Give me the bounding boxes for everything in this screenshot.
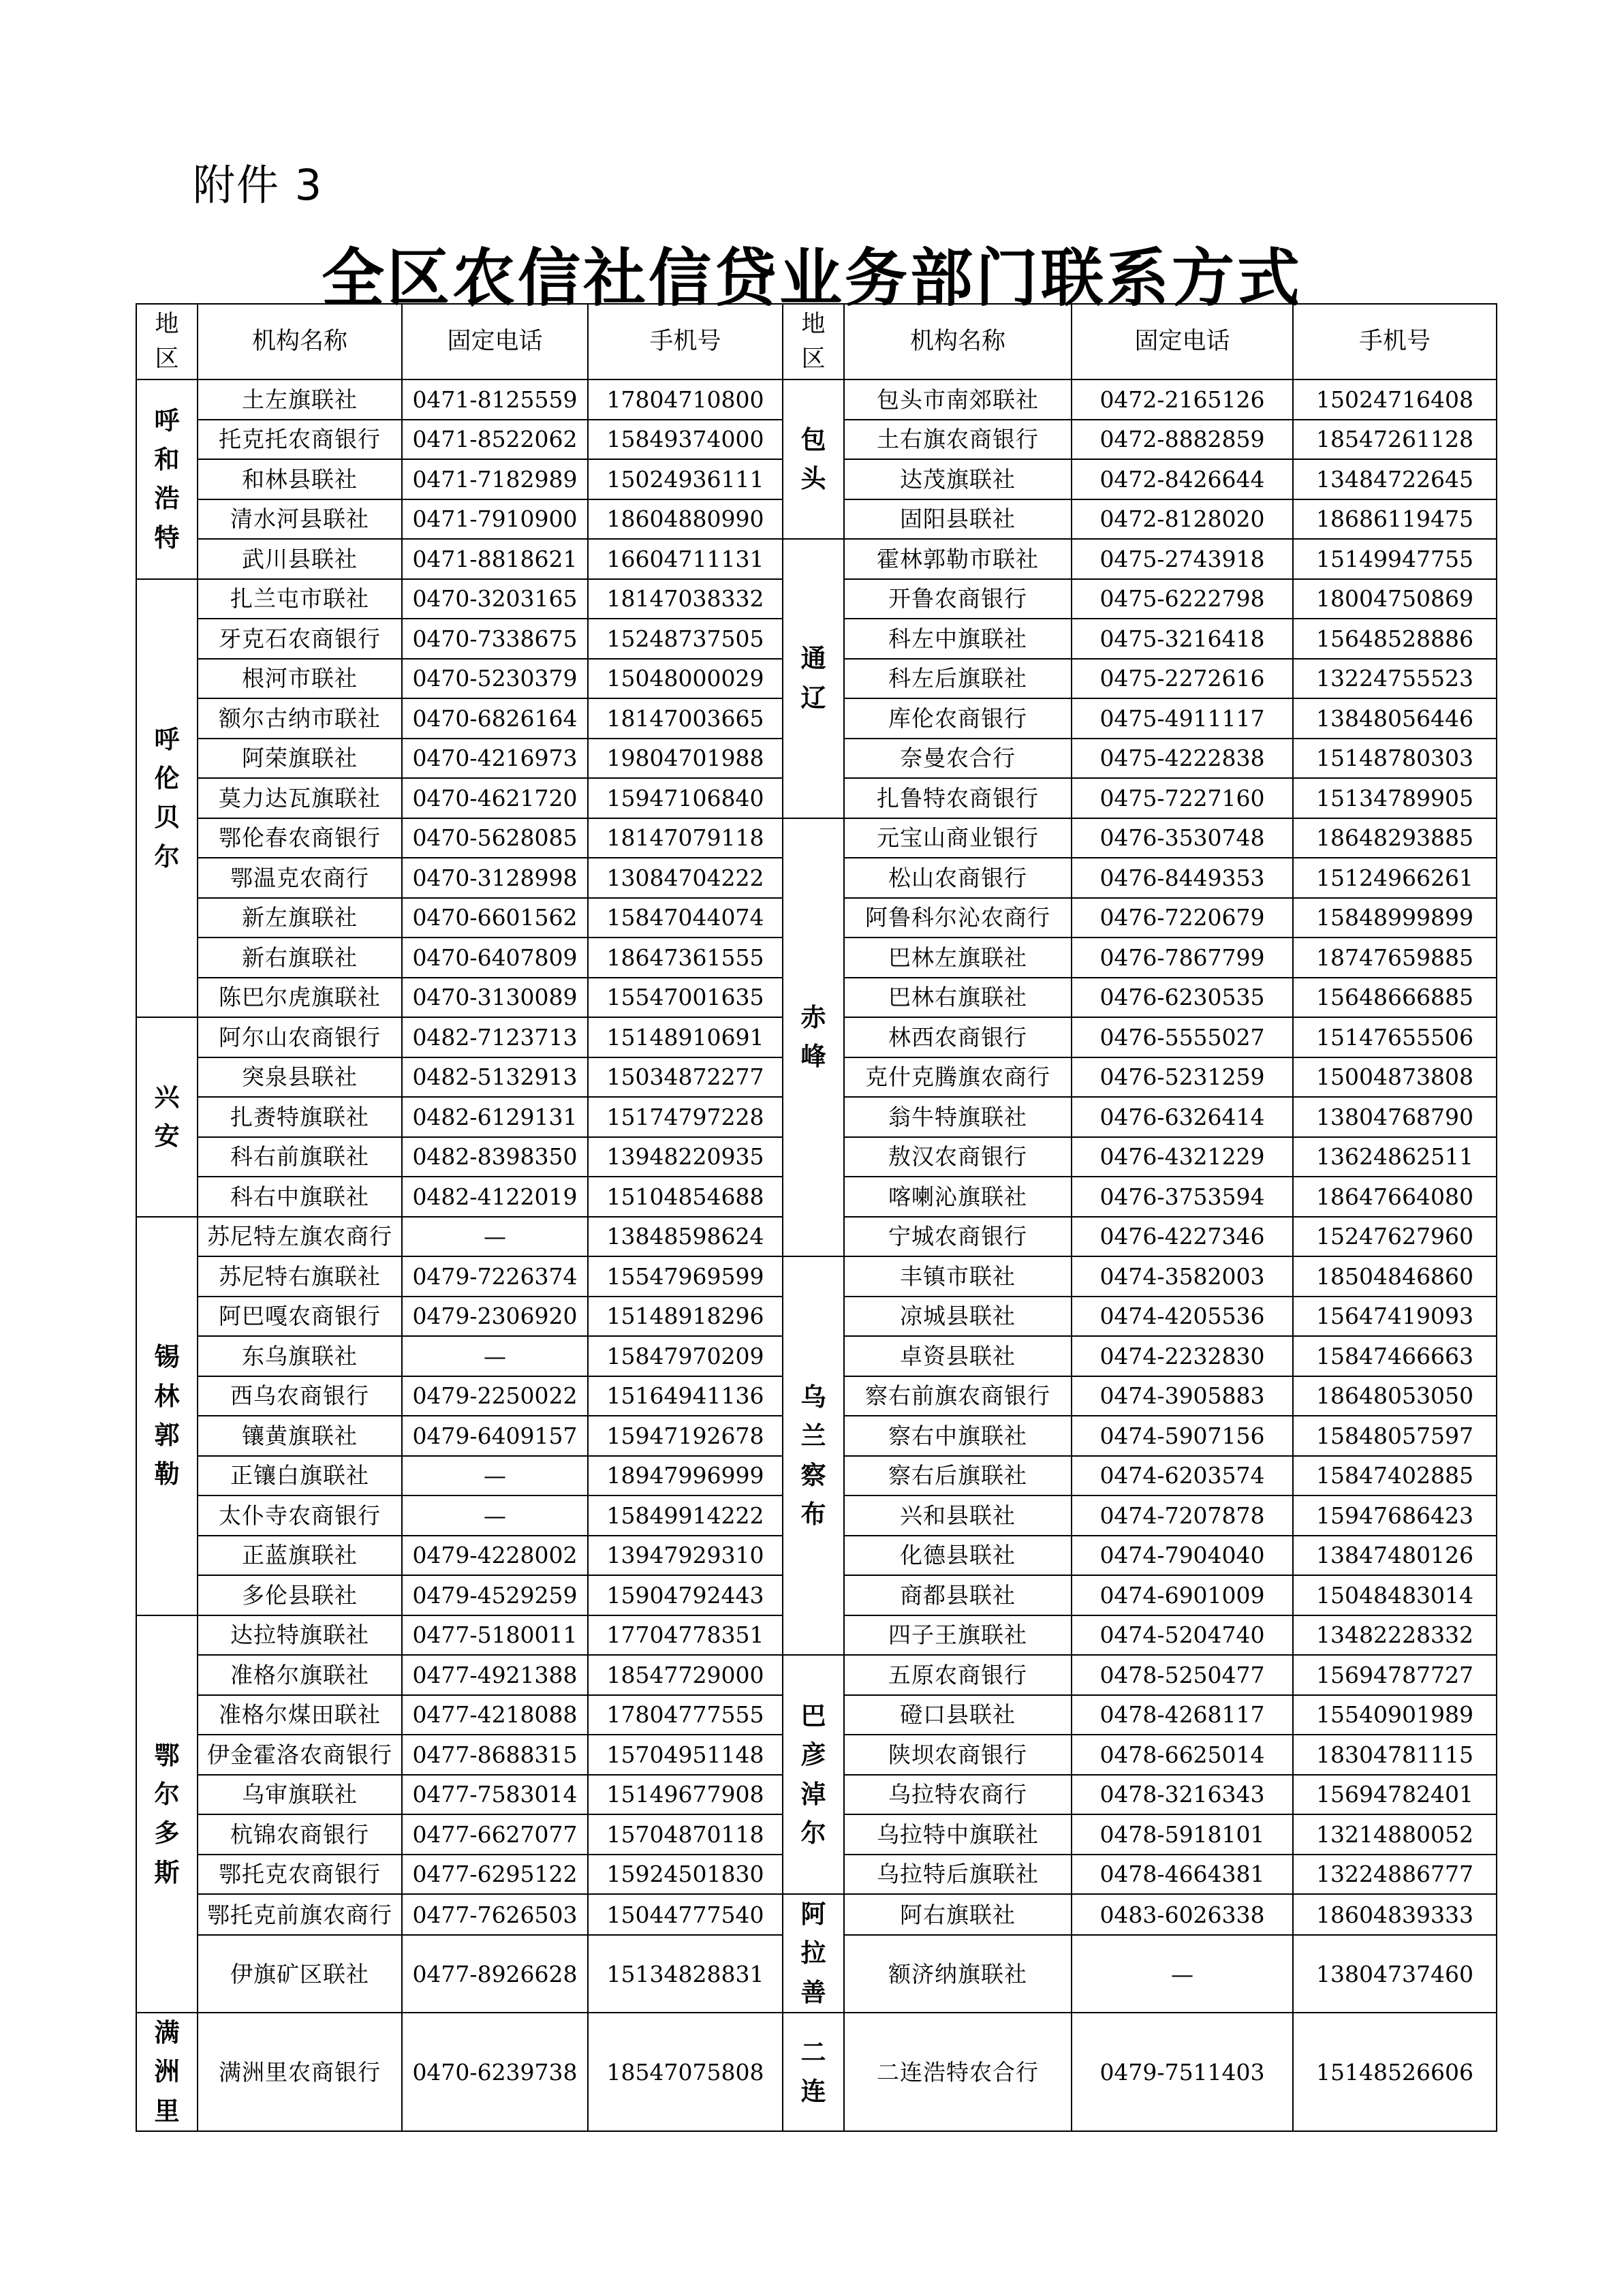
phone-number: 0470-6407809 bbox=[402, 937, 588, 978]
mobile-number: 18604839333 bbox=[1293, 1894, 1497, 1935]
mobile-number: 15048000029 bbox=[588, 659, 783, 699]
mobile-number: 15547969599 bbox=[588, 1256, 783, 1297]
region-cell bbox=[136, 1017, 198, 1217]
mobile-number: 18504846860 bbox=[1293, 1256, 1497, 1297]
org-name: 鄂伦春农商银行 bbox=[198, 818, 402, 858]
org-name: 磴口县联社 bbox=[844, 1695, 1072, 1735]
org-name: 科右前旗联社 bbox=[198, 1137, 402, 1177]
contact-table bbox=[136, 303, 1497, 2132]
mobile-number: 15847044074 bbox=[588, 898, 783, 938]
phone-number: 0475-3216418 bbox=[1072, 619, 1293, 659]
org-name: 准格尔旗联社 bbox=[198, 1655, 402, 1695]
phone-number: 0471-8522062 bbox=[402, 420, 588, 460]
phone-number: 0474-4205536 bbox=[1072, 1297, 1293, 1337]
phone-number: 0482-7123713 bbox=[402, 1017, 588, 1057]
phone-number: 0476-4227346 bbox=[1072, 1217, 1293, 1257]
mobile-number: 13084704222 bbox=[588, 858, 783, 898]
phone-number: 0476-6230535 bbox=[1072, 978, 1293, 1018]
header-org: 机构名称 bbox=[844, 304, 1072, 379]
phone-number: 0477-8688315 bbox=[402, 1735, 588, 1775]
mobile-number: 15847970209 bbox=[588, 1336, 783, 1376]
mobile-number: 15704951148 bbox=[588, 1735, 783, 1775]
mobile-number: 15034872277 bbox=[588, 1057, 783, 1098]
phone-number: 0475-2272616 bbox=[1072, 659, 1293, 699]
org-name: 苏尼特左旗农商行 bbox=[198, 1217, 402, 1257]
region-name: 巴彦淖尔 bbox=[800, 1701, 826, 1848]
org-name: 正镶白旗联社 bbox=[198, 1456, 402, 1496]
phone-number: 0479-7511403 bbox=[1072, 2013, 1293, 2131]
phone-number: 0474-3905883 bbox=[1072, 1376, 1293, 1416]
org-name: 喀喇沁旗联社 bbox=[844, 1177, 1072, 1217]
org-name: 察右前旗农商银行 bbox=[844, 1376, 1072, 1416]
mobile-number: 15648528886 bbox=[1293, 619, 1497, 659]
phone-number: 0472-8882859 bbox=[1072, 420, 1293, 460]
mobile-number: 17804710800 bbox=[588, 379, 783, 420]
phone-number: 0470-3130089 bbox=[402, 978, 588, 1018]
org-name: 东乌旗联社 bbox=[198, 1336, 402, 1376]
org-name: 克什克腾旗农商行 bbox=[844, 1057, 1072, 1098]
mobile-number: 17804777555 bbox=[588, 1695, 783, 1735]
org-name: 兴和县联社 bbox=[844, 1495, 1072, 1536]
mobile-number: 18747659885 bbox=[1293, 937, 1497, 978]
mobile-number: 15547001635 bbox=[588, 978, 783, 1018]
org-name: 阿鲁科尔沁农商行 bbox=[844, 898, 1072, 938]
mobile-number: 13214880052 bbox=[1293, 1814, 1497, 1855]
mobile-number: 15648666885 bbox=[1293, 978, 1497, 1018]
org-name: 阿荣旗联社 bbox=[198, 739, 402, 779]
org-name: 陈巴尔虎旗联社 bbox=[198, 978, 402, 1018]
header-phone: 固定电话 bbox=[402, 304, 588, 379]
phone-number: 0478-6625014 bbox=[1072, 1735, 1293, 1775]
phone-number: 0472-8128020 bbox=[1072, 499, 1293, 540]
mobile-number: 15149947755 bbox=[1293, 539, 1497, 579]
phone-number: 0483-6026338 bbox=[1072, 1894, 1293, 1935]
org-name: 莫力达瓦旗联社 bbox=[198, 778, 402, 818]
phone-number: 0470-5230379 bbox=[402, 659, 588, 699]
phone-number: 0476-3753594 bbox=[1072, 1177, 1293, 1217]
phone-number: 0479-2250022 bbox=[402, 1376, 588, 1416]
region-cell bbox=[783, 1655, 844, 1894]
org-name: 翁牛特旗联社 bbox=[844, 1097, 1072, 1137]
mobile-number: 15647419093 bbox=[1293, 1297, 1497, 1337]
phone-number: 0479-6409157 bbox=[402, 1416, 588, 1456]
region-name: 包头 bbox=[800, 424, 826, 493]
mobile-number: 15134828831 bbox=[588, 1935, 783, 2013]
table-row bbox=[136, 1894, 1497, 1935]
org-name: 化德县联社 bbox=[844, 1536, 1072, 1576]
org-name: 四子王旗联社 bbox=[844, 1615, 1072, 1656]
org-name: 扎赉特旗联社 bbox=[198, 1097, 402, 1137]
phone-number: 0475-7227160 bbox=[1072, 778, 1293, 818]
region-name: 锡林郭勒 bbox=[154, 1342, 180, 1489]
mobile-number: 15044777540 bbox=[588, 1894, 783, 1935]
mobile-number: 18547729000 bbox=[588, 1655, 783, 1695]
phone-number: 0474-6203574 bbox=[1072, 1456, 1293, 1496]
region-name: 鄂尔多斯 bbox=[154, 1740, 180, 1887]
org-name: 准格尔煤田联社 bbox=[198, 1695, 402, 1735]
org-name: 察右中旗联社 bbox=[844, 1416, 1072, 1456]
table-row bbox=[136, 2013, 1497, 2131]
phone-number: 0474-6901009 bbox=[1072, 1575, 1293, 1615]
phone-number: 0478-3216343 bbox=[1072, 1775, 1293, 1815]
mobile-number: 15694782401 bbox=[1293, 1775, 1497, 1815]
phone-number: 0476-8449353 bbox=[1072, 858, 1293, 898]
mobile-number: 15849374000 bbox=[588, 420, 783, 460]
phone-number: 0478-4268117 bbox=[1072, 1695, 1293, 1735]
org-name: 武川县联社 bbox=[198, 539, 402, 579]
org-name: 科右中旗联社 bbox=[198, 1177, 402, 1217]
mobile-number: 13484722645 bbox=[1293, 459, 1497, 499]
phone-number: 0479-4529259 bbox=[402, 1575, 588, 1615]
mobile-number: 18147038332 bbox=[588, 579, 783, 619]
mobile-number: 15947192678 bbox=[588, 1416, 783, 1456]
org-name: 林西农商银行 bbox=[844, 1017, 1072, 1057]
phone-number: 0477-7626503 bbox=[402, 1894, 588, 1935]
phone-number: 0474-5204740 bbox=[1072, 1615, 1293, 1656]
org-name: 牙克石农商银行 bbox=[198, 619, 402, 659]
mobile-number: 15947686423 bbox=[1293, 1495, 1497, 1536]
mobile-number: 18547075808 bbox=[588, 2013, 783, 2131]
region-cell bbox=[136, 2013, 198, 2131]
phone-number: 0476-4321229 bbox=[1072, 1137, 1293, 1177]
org-name: 突泉县联社 bbox=[198, 1057, 402, 1098]
phone-number: 0470-3128998 bbox=[402, 858, 588, 898]
org-name: 二连浩特农合行 bbox=[844, 2013, 1072, 2131]
org-name: 新右旗联社 bbox=[198, 937, 402, 978]
phone-number: 0470-6826164 bbox=[402, 698, 588, 739]
header-region-text: 地区 bbox=[801, 310, 826, 373]
header-region-text: 地区 bbox=[155, 310, 179, 373]
phone-number: 0482-8398350 bbox=[402, 1137, 588, 1177]
phone-number: 0475-6222798 bbox=[1072, 579, 1293, 619]
org-name: 巴林左旗联社 bbox=[844, 937, 1072, 978]
phone-number: 0475-4911117 bbox=[1072, 698, 1293, 739]
mobile-number: 15024716408 bbox=[1293, 379, 1497, 420]
org-name: 科左后旗联社 bbox=[844, 659, 1072, 699]
region-cell bbox=[783, 1256, 844, 1655]
org-name: 科左中旗联社 bbox=[844, 619, 1072, 659]
mobile-number: 18304781115 bbox=[1293, 1735, 1497, 1775]
header-region bbox=[783, 304, 844, 379]
mobile-number: 18647664080 bbox=[1293, 1177, 1497, 1217]
phone-number: 0482-4122019 bbox=[402, 1177, 588, 1217]
mobile-number: 18686119475 bbox=[1293, 499, 1497, 540]
mobile-number: 15148526606 bbox=[1293, 2013, 1497, 2131]
org-name: 元宝山商业银行 bbox=[844, 818, 1072, 858]
mobile-number: 15248737505 bbox=[588, 619, 783, 659]
org-name: 新左旗联社 bbox=[198, 898, 402, 938]
org-name: 五原农商银行 bbox=[844, 1655, 1072, 1695]
mobile-number: 13848056446 bbox=[1293, 698, 1497, 739]
org-name: 土左旗联社 bbox=[198, 379, 402, 420]
org-name: 苏尼特右旗联社 bbox=[198, 1256, 402, 1297]
org-name: 阿右旗联社 bbox=[844, 1894, 1072, 1935]
phone-number: 0478-5918101 bbox=[1072, 1814, 1293, 1855]
org-name: 鄂托克农商银行 bbox=[198, 1855, 402, 1895]
mobile-number: 15124966261 bbox=[1293, 858, 1497, 898]
mobile-number: 18647361555 bbox=[588, 937, 783, 978]
org-name: 镶黄旗联社 bbox=[198, 1416, 402, 1456]
header-phone: 固定电话 bbox=[1072, 304, 1293, 379]
org-name: 乌拉特农商行 bbox=[844, 1775, 1072, 1815]
org-name: 达拉特旗联社 bbox=[198, 1615, 402, 1656]
org-name: 固阳县联社 bbox=[844, 499, 1072, 540]
mobile-number: 15847466663 bbox=[1293, 1336, 1497, 1376]
phone-number: 0474-3582003 bbox=[1072, 1256, 1293, 1297]
mobile-number: 15174797228 bbox=[588, 1097, 783, 1137]
org-name: 察右后旗联社 bbox=[844, 1456, 1072, 1496]
region-cell bbox=[136, 579, 198, 1018]
phone-number: 0476-7220679 bbox=[1072, 898, 1293, 938]
table-row bbox=[136, 1655, 1497, 1695]
region-name: 二连 bbox=[800, 2037, 826, 2107]
mobile-number: 13482228332 bbox=[1293, 1615, 1497, 1656]
region-name: 呼和浩特 bbox=[154, 405, 180, 553]
header-row bbox=[136, 304, 1497, 379]
org-name: 阿尔山农商银行 bbox=[198, 1017, 402, 1057]
region-name: 呼伦贝尔 bbox=[154, 724, 180, 871]
phone-number: 0479-7226374 bbox=[402, 1256, 588, 1297]
mobile-number: 15540901989 bbox=[1293, 1695, 1497, 1735]
mobile-number: 15247627960 bbox=[1293, 1217, 1497, 1257]
phone-number: 0470-5628085 bbox=[402, 818, 588, 858]
mobile-number: 18604880990 bbox=[588, 499, 783, 540]
table-row bbox=[136, 1256, 1497, 1297]
mobile-number: 15024936111 bbox=[588, 459, 783, 499]
mobile-number: 15848999899 bbox=[1293, 898, 1497, 938]
phone-number: 0470-6601562 bbox=[402, 898, 588, 938]
mobile-number: 13848598624 bbox=[588, 1217, 783, 1257]
mobile-number: 13624862511 bbox=[1293, 1137, 1497, 1177]
phone-number: 0477-8926628 bbox=[402, 1935, 588, 2013]
region-name: 通辽 bbox=[800, 644, 826, 713]
org-name: 扎兰屯市联社 bbox=[198, 579, 402, 619]
mobile-number: 15134789905 bbox=[1293, 778, 1497, 818]
mobile-number: 18648053050 bbox=[1293, 1376, 1497, 1416]
region-cell bbox=[783, 2013, 844, 2131]
phone-number: 0482-5132913 bbox=[402, 1057, 588, 1098]
phone-number: 0470-3203165 bbox=[402, 579, 588, 619]
phone-number: 0477-5180011 bbox=[402, 1615, 588, 1656]
mobile-number: 15104854688 bbox=[588, 1177, 783, 1217]
phone-number: 0471-7910900 bbox=[402, 499, 588, 540]
org-name: 库伦农商银行 bbox=[844, 698, 1072, 739]
phone-number: — bbox=[1072, 1935, 1293, 2013]
org-name: 鄂温克农商行 bbox=[198, 858, 402, 898]
mobile-number: 15148918296 bbox=[588, 1297, 783, 1337]
region-cell bbox=[783, 379, 844, 539]
mobile-number: 16604711131 bbox=[588, 539, 783, 579]
phone-number: 0475-2743918 bbox=[1072, 539, 1293, 579]
org-name: 正蓝旗联社 bbox=[198, 1536, 402, 1576]
phone-number: 0477-4218088 bbox=[402, 1695, 588, 1735]
mobile-number: 18147079118 bbox=[588, 818, 783, 858]
phone-number: 0470-4621720 bbox=[402, 778, 588, 818]
phone-number: 0470-4216973 bbox=[402, 739, 588, 779]
region-cell bbox=[783, 1894, 844, 2013]
phone-number: 0476-3530748 bbox=[1072, 818, 1293, 858]
mobile-number: 13804737460 bbox=[1293, 1935, 1497, 2013]
org-name: 霍林郭勒市联社 bbox=[844, 539, 1072, 579]
phone-number: 0471-8125559 bbox=[402, 379, 588, 420]
phone-number: 0474-5907156 bbox=[1072, 1416, 1293, 1456]
org-name: 伊旗矿区联社 bbox=[198, 1935, 402, 2013]
table-row bbox=[136, 818, 1497, 858]
header-mobile: 手机号 bbox=[1293, 304, 1497, 379]
phone-number: 0472-8426644 bbox=[1072, 459, 1293, 499]
mobile-number: 15924501830 bbox=[588, 1855, 783, 1895]
org-name: 凉城县联社 bbox=[844, 1297, 1072, 1337]
org-name: 满洲里农商银行 bbox=[198, 2013, 402, 2131]
org-name: 和林县联社 bbox=[198, 459, 402, 499]
table-row bbox=[136, 539, 1497, 579]
org-name: 敖汉农商银行 bbox=[844, 1137, 1072, 1177]
org-name: 阿巴嘎农商银行 bbox=[198, 1297, 402, 1337]
mobile-number: 13224755523 bbox=[1293, 659, 1497, 699]
region-name: 乌兰察布 bbox=[800, 1382, 826, 1529]
phone-number: — bbox=[402, 1217, 588, 1257]
org-name: 卓资县联社 bbox=[844, 1336, 1072, 1376]
phone-number: 0476-7867799 bbox=[1072, 937, 1293, 978]
mobile-number: 13947929310 bbox=[588, 1536, 783, 1576]
phone-number: — bbox=[402, 1456, 588, 1496]
phone-number: 0470-7338675 bbox=[402, 619, 588, 659]
mobile-number: 15849914222 bbox=[588, 1495, 783, 1536]
region-cell bbox=[783, 818, 844, 1257]
org-name: 奈曼农合行 bbox=[844, 739, 1072, 779]
mobile-number: 13847480126 bbox=[1293, 1536, 1497, 1576]
phone-number: 0474-7207878 bbox=[1072, 1495, 1293, 1536]
org-name: 土右旗农商银行 bbox=[844, 420, 1072, 460]
org-name: 宁城农商银行 bbox=[844, 1217, 1072, 1257]
org-name: 乌审旗联社 bbox=[198, 1775, 402, 1815]
org-name: 托克托农商银行 bbox=[198, 420, 402, 460]
org-name: 达茂旗联社 bbox=[844, 459, 1072, 499]
phone-number: 0477-6627077 bbox=[402, 1814, 588, 1855]
mobile-number: 15904792443 bbox=[588, 1575, 783, 1615]
header-mobile: 手机号 bbox=[588, 304, 783, 379]
region-cell bbox=[783, 539, 844, 818]
mobile-number: 13224886777 bbox=[1293, 1855, 1497, 1895]
org-name: 额济纳旗联社 bbox=[844, 1935, 1072, 2013]
org-name: 西乌农商银行 bbox=[198, 1376, 402, 1416]
phone-number: — bbox=[402, 1495, 588, 1536]
mobile-number: 13804768790 bbox=[1293, 1097, 1497, 1137]
mobile-number: 18004750869 bbox=[1293, 579, 1497, 619]
region-cell bbox=[136, 1217, 198, 1615]
mobile-number: 18947996999 bbox=[588, 1456, 783, 1496]
phone-number: 0470-6239738 bbox=[402, 2013, 588, 2131]
mobile-number: 15048483014 bbox=[1293, 1575, 1497, 1615]
region-cell bbox=[136, 379, 198, 579]
region-name: 赤峰 bbox=[800, 1002, 826, 1072]
mobile-number: 15148910691 bbox=[588, 1017, 783, 1057]
phone-number: 0476-6326414 bbox=[1072, 1097, 1293, 1137]
phone-number: 0479-4228002 bbox=[402, 1536, 588, 1576]
org-name: 商都县联社 bbox=[844, 1575, 1072, 1615]
phone-number: 0472-2165126 bbox=[1072, 379, 1293, 420]
org-name: 鄂托克前旗农商行 bbox=[198, 1894, 402, 1935]
org-name: 丰镇市联社 bbox=[844, 1256, 1072, 1297]
phone-number: 0476-5555027 bbox=[1072, 1017, 1293, 1057]
mobile-number: 18147003665 bbox=[588, 698, 783, 739]
org-name: 多伦县联社 bbox=[198, 1575, 402, 1615]
org-name: 包头市南郊联社 bbox=[844, 379, 1072, 420]
phone-number: 0471-8818621 bbox=[402, 539, 588, 579]
region-name: 阿拉善 bbox=[800, 1900, 826, 2007]
mobile-number: 15847402885 bbox=[1293, 1456, 1497, 1496]
phone-number: 0474-2232830 bbox=[1072, 1336, 1293, 1376]
org-name: 陕坝农商银行 bbox=[844, 1735, 1072, 1775]
phone-number: 0477-7583014 bbox=[402, 1775, 588, 1815]
org-name: 太仆寺农商银行 bbox=[198, 1495, 402, 1536]
org-name: 伊金霍洛农商银行 bbox=[198, 1735, 402, 1775]
mobile-number: 15148780303 bbox=[1293, 739, 1497, 779]
phone-number: 0474-7904040 bbox=[1072, 1536, 1293, 1576]
mobile-number: 17704778351 bbox=[588, 1615, 783, 1656]
org-name: 根河市联社 bbox=[198, 659, 402, 699]
phone-number: 0482-6129131 bbox=[402, 1097, 588, 1137]
region-cell bbox=[136, 1615, 198, 2013]
phone-number: 0471-7182989 bbox=[402, 459, 588, 499]
org-name: 巴林右旗联社 bbox=[844, 978, 1072, 1018]
mobile-number: 15164941136 bbox=[588, 1376, 783, 1416]
phone-number: 0477-4921388 bbox=[402, 1655, 588, 1695]
mobile-number: 19804701988 bbox=[588, 739, 783, 779]
org-name: 杭锦农商银行 bbox=[198, 1814, 402, 1855]
phone-number: 0475-4222838 bbox=[1072, 739, 1293, 779]
mobile-number: 15848057597 bbox=[1293, 1416, 1497, 1456]
phone-number: 0477-6295122 bbox=[402, 1855, 588, 1895]
mobile-number: 15694787727 bbox=[1293, 1655, 1497, 1695]
org-name: 额尔古纳市联社 bbox=[198, 698, 402, 739]
region-name: 兴安 bbox=[154, 1082, 180, 1151]
phone-number: — bbox=[402, 1336, 588, 1376]
phone-number: 0478-4664381 bbox=[1072, 1855, 1293, 1895]
page-title: 全区农信社信贷业务部门联系方式 bbox=[321, 241, 1302, 315]
mobile-number: 15149677908 bbox=[588, 1775, 783, 1815]
attachment-label: 附件 3 bbox=[193, 160, 324, 210]
org-name: 扎鲁特农商银行 bbox=[844, 778, 1072, 818]
region-name: 满洲里 bbox=[154, 2018, 180, 2126]
org-name: 松山农商银行 bbox=[844, 858, 1072, 898]
header-region bbox=[136, 304, 198, 379]
mobile-number: 13948220935 bbox=[588, 1137, 783, 1177]
org-name: 乌拉特后旗联社 bbox=[844, 1855, 1072, 1895]
org-name: 开鲁农商银行 bbox=[844, 579, 1072, 619]
mobile-number: 18648293885 bbox=[1293, 818, 1497, 858]
table-row bbox=[136, 379, 1497, 420]
org-name: 清水河县联社 bbox=[198, 499, 402, 540]
phone-number: 0478-5250477 bbox=[1072, 1655, 1293, 1695]
phone-number: 0476-5231259 bbox=[1072, 1057, 1293, 1098]
mobile-number: 15147655506 bbox=[1293, 1017, 1497, 1057]
org-name: 乌拉特中旗联社 bbox=[844, 1814, 1072, 1855]
mobile-number: 15704870118 bbox=[588, 1814, 783, 1855]
mobile-number: 18547261128 bbox=[1293, 420, 1497, 460]
header-org: 机构名称 bbox=[198, 304, 402, 379]
mobile-number: 15947106840 bbox=[588, 778, 783, 818]
phone-number: 0479-2306920 bbox=[402, 1297, 588, 1337]
mobile-number: 15004873808 bbox=[1293, 1057, 1497, 1098]
